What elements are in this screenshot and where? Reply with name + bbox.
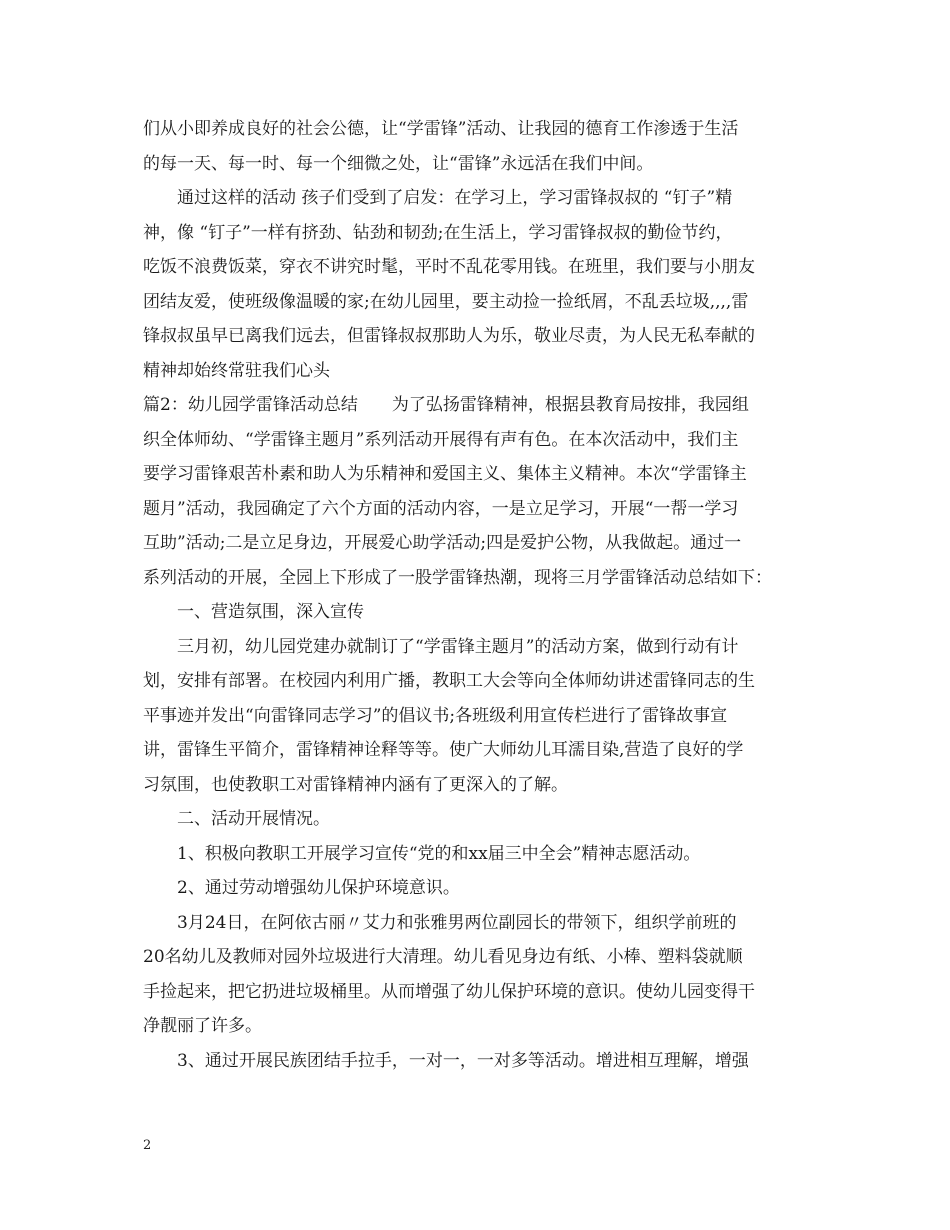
text-line: 净靓丽了许多。 [143, 1016, 262, 1036]
text-line: 精神却始终常驻我们心头 [143, 360, 330, 381]
text-line: 讲，雷锋生平简介，雷锋精神诠释等等。使广大师幼儿耳濡目染,营造了良好的学 [143, 740, 744, 760]
list-item-line: 1、积极向教职工开展学习宣传“党的和xx届三中全会”精神志愿活动。 [177, 843, 701, 864]
text-line: 锋叔叔虽早已离我们远去，但雷锋叔叔那助人为乐，敬业尽责，为人民无私奉献的 [143, 326, 755, 346]
list-item-line: 3、通过开展民族团结手拉手，一对一，一对多等活动。增进相互理解，增强 [177, 1050, 749, 1071]
text-line: 平事迹并发出“向雷锋同志学习”的倡议书;各班级利用宣传栏进行了雷锋故事宣 [143, 705, 728, 726]
body-text [143, 112, 823, 1078]
text-line: 织全体师幼、“学雷锋主题月”系列活动开展得有声有色。在本次活动中，我们主 [143, 429, 739, 450]
text-line: 划，安排有部署。在校园内利用广播，教职工大会等向全体师幼讲述雷锋同志的生 [143, 671, 755, 691]
text-line: 神，像 “钉子”一样有挤劲、钻劲和韧劲;在生活上，学习雷锋叔叔的勤俭节约， [143, 222, 733, 243]
text-line: 手捡起来，把它扔进垃圾桶里。从而增强了幼儿保护环境的意识。使幼儿园变得干 [143, 981, 755, 1002]
text-line: 要学习雷锋艰苦朴素和助人为乐精神和爱国主义、集体主义精神。本次“学雷锋主 [143, 464, 747, 484]
text-line: 系列活动的开展，全园上下形成了一股学雷锋热潮，现将三月学雷锋活动总结如下： [143, 567, 772, 588]
text-line: 题月”活动，我园确定了六个方面的活动内容，一是立足学习，开展“一帮一学习 [143, 498, 739, 519]
text-line: 习氛围，也使教职工对雷锋精神内涵有了更深入的了解。 [143, 774, 568, 795]
text-line: 们从小即养成良好的社会公德，让“学雷锋”活动、让我园的德育工作渗透于生活 [143, 119, 739, 139]
text-line: 3月24日，在阿依古丽〃艾力和张雅男两位副园长的带领下，组织学前班的 [177, 912, 737, 933]
text-line: 三月初，幼儿园党建办就制订了“学雷锋主题月”的活动方案，做到行动有计 [177, 636, 739, 657]
text-line: 团结友爱，使班级像温暖的家;在幼儿园里，要主动捡一捡纸屑，不乱丢垃圾,,,,雷 [143, 291, 749, 312]
subheading-line: 二、活动开展情况。 [177, 809, 330, 829]
text-line: 互助”活动;二是立足身边，开展爱心助学活动;四是爱护公物，从我做起。通过一 [143, 533, 742, 553]
page-number: 2 [143, 1138, 152, 1153]
text-line: 通过这样的活动 孩子们受到了启发：在学习上，学习雷锋叔叔的 “钉子”精 [177, 188, 733, 208]
text-line: 吃饭不浪费饭菜，穿衣不讲究时髦，平时不乱花零用钱。在班里，我们要与小朋友 [143, 257, 755, 277]
section-heading-line: 篇2：幼儿园学雷锋活动总结 为了弘扬雷锋精神，根据县教育局按排，我园组 [143, 395, 749, 415]
text-line: 的每一天、每一时、每一个细微之处，让“雷锋”永远活在我们中间。 [143, 153, 654, 174]
subheading-line: 一、营造氛围，深入宣传 [177, 602, 364, 622]
text-line: 20名幼儿及教师对园外垃圾进行大清理。幼儿看见身边有纸、小棒、塑料袋就顺 [143, 947, 743, 967]
list-item-line: 2、通过劳动增强幼儿保护环境意识。 [177, 878, 460, 898]
